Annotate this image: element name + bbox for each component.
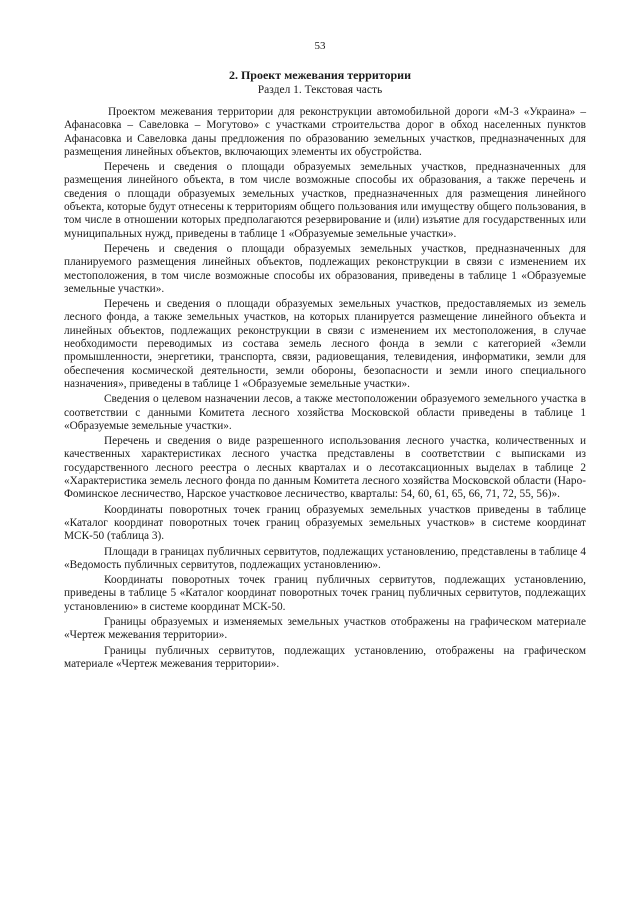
paragraph-6: Перечень и сведения о виде разрешенного использования лесного участка, количественных и качественных характеристиках лесного участка представлены в соответствии с выписками из государственного лесного реестра о лесных кварталах и о лесотаксационных выделах в таблице 2 «Характеристика земель лесного фонда по данным Комитета лесного хозяйства Московской области (Наро-Фоминское лесничество, Нарское участковое лесничество, кварталы: 54, 60, 61, 65, 66, 71, 72, 55, 56)». [64, 435, 586, 501]
section-title: 2. Проект межевания территории [228, 68, 412, 82]
document-body [64, 106, 586, 673]
paragraph-11: Границы публичных сервитутов, подлежащих установлению, отображены на графическом материале «Чертеж межевания территории». [64, 644, 586, 670]
paragraph-4: Перечень и сведения о площади образуемых земельных участков, предоставляемых из земель лесного фонда, а также земельных участков, на которых планируется размещение линейного объекта и линейных объектов, подлежащих реконструкции в связи с изменением их местоположения, в случае необходимости переводимых из состава земель лесного фонда в земли с категорией «Земли промышленности, энергетики, транспорта, связи, радиовещания, телевидения, информатики, земли для обеспечения космической деятельности, земли обороны, безопасности и земли иного специального назначения», приведены в таблице 1 «Образуемые земельные участки». [64, 298, 586, 390]
paragraph-7: Координаты поворотных точек границ образуемых земельных участков приведены в таблице «Каталог координат поворотных точек границ образуемых земельных участков» в системе координат МСК-50 (таблица 3). [64, 503, 586, 543]
paragraph-8: Площади в границах публичных сервитутов, подлежащих установлению, представлены в таблице 4 «Ведомость публичных сервитутов, подлежащих установлению». [64, 545, 586, 571]
paragraph-10: Границы образуемых и изменяемых земельных участков отображены на графическом материале «Чертеж межевания территории». [64, 615, 586, 642]
paragraph-3: Перечень и сведения о площади образуемых земельных участков, предназначенных для планируемого размещения линейных объектов, подлежащих реконструкции в связи с изменением их местоположения, в том числе возможные способы их образования, приведены в таблице 1 «Образуемые земельные участки». [64, 242, 586, 295]
paragraph-2: Перечень и сведения о площади образуемых земельных участков, предназначенных для размещения линейного объекта, в том числе возможные способы их образования, а также перечень и сведения о площади образуемых земельных участков, предназначенных для размещения линейного объекта, которые будут отнесены к территориям общего пользования или имуществу общего пользования, в том числе в отношении которых предполагаются резервирование и (или) изъятие для государственных или муниципальных нужд, приведены в таблице 1 «Образуемые земельные участки». [64, 161, 586, 240]
section-subtitle: Раздел 1. Текстовая часть [257, 84, 383, 96]
page-number: 53 [314, 40, 326, 52]
paragraph-1: Проектом межевания территории для реконструкции автомобильной дороги «М-3 «Украина» – Афанасовка – Савеловка – Могутово» с участками строительства дорог в обход населенных пунктов Афанасовка и Савеловка даны предложения по образованию земельных участков, предназначенных для размещения линейных объектов, включающих элементы их обустройства. [64, 106, 586, 158]
paragraph-5: Сведения о целевом назначении лесов, а также местоположении образуемого земельного участка в соответствии с данными Комитета лесного хозяйства Московской области приведены в таблице 1 «Образуемые земельные участки». [64, 393, 586, 432]
paragraph-9: Координаты поворотных точек границ публичных сервитутов, подлежащих установлению, приведены в таблице 5 «Каталог координат поворотных точек границ публичных сервитутов, подлежащих установлению» в системе координат МСК-50. [64, 574, 586, 613]
